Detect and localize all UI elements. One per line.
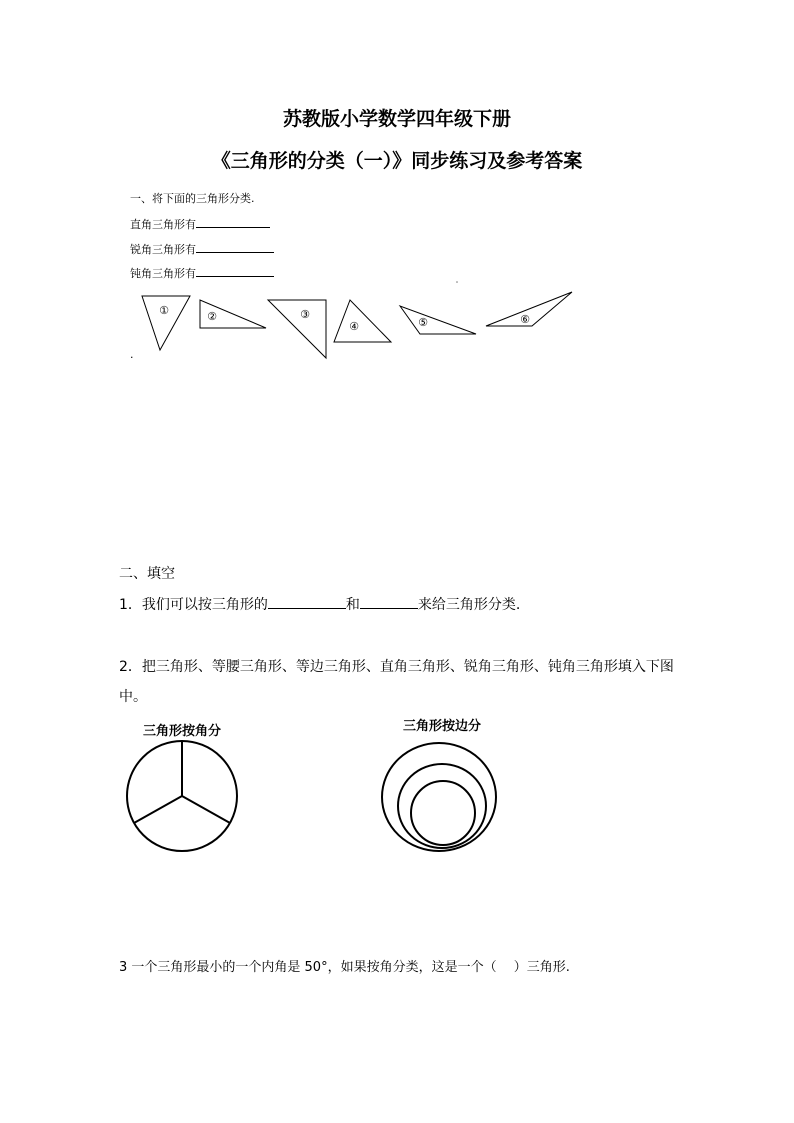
question-2-line2: 中。 <box>119 689 147 705</box>
triangle-label-2: ② <box>207 310 217 323</box>
q1-prefix: 1．我们可以按三角形的 <box>119 597 268 613</box>
triangle-3 <box>268 300 326 358</box>
angle-classification-diagram <box>118 715 248 855</box>
classify-label-right: 直角三角形有 <box>130 218 196 231</box>
triangle-label-5: ⑤ <box>418 316 428 329</box>
question-1 <box>119 594 520 614</box>
triangle-label-3: ③ <box>300 308 310 321</box>
triangle-5 <box>400 306 476 334</box>
q1-suffix: 来给三角形分类. <box>417 597 521 613</box>
speck-mark <box>456 281 458 283</box>
classify-line-acute <box>130 240 274 257</box>
answer-blank-right[interactable] <box>196 215 270 228</box>
section2-heading: 二、填空 <box>119 566 175 582</box>
q1-blank-1[interactable] <box>268 594 346 609</box>
q1-blank-2[interactable] <box>360 594 418 609</box>
classify-label-acute: 锐角三角形有 <box>130 243 196 256</box>
question-3: 3 一个三角形最小的一个内角是 50°，如果按角分类，这是一个（ ）三角形. <box>119 960 570 975</box>
divider-line-right <box>182 796 230 823</box>
divider-line-left <box>134 796 182 823</box>
stray-mark: . <box>130 348 134 361</box>
side-diagram-label: 三角形按边分 <box>402 719 482 734</box>
answer-blank-acute[interactable] <box>196 240 274 253</box>
page-title: 苏教版小学数学四年级下册 <box>282 108 511 130</box>
triangles-figure <box>120 278 600 368</box>
question-2-line1: 2．把三角形、等腰三角形、等边三角形、直角三角形、锐角三角形、钝角三角形填入下图 <box>119 659 674 675</box>
triangle-4 <box>334 300 391 342</box>
section1-heading: 一、将下面的三角形分类. <box>130 192 255 205</box>
classify-label-obtuse: 钝角三角形有 <box>130 267 196 280</box>
triangle-label-4: ④ <box>349 320 359 333</box>
triangle-label-6: ⑥ <box>520 313 530 326</box>
page-subtitle: 《三角形的分类（一）》同步练习及参考答案 <box>211 150 583 172</box>
side-classification-diagram <box>375 710 505 855</box>
inner-ellipse[interactable] <box>411 781 475 845</box>
classify-line-right <box>130 215 270 232</box>
triangle-label-1: ① <box>159 304 169 317</box>
answer-blank-obtuse[interactable] <box>196 264 274 277</box>
q1-middle: 和 <box>345 597 360 613</box>
angle-diagram-label: 三角形按角分 <box>142 724 222 739</box>
